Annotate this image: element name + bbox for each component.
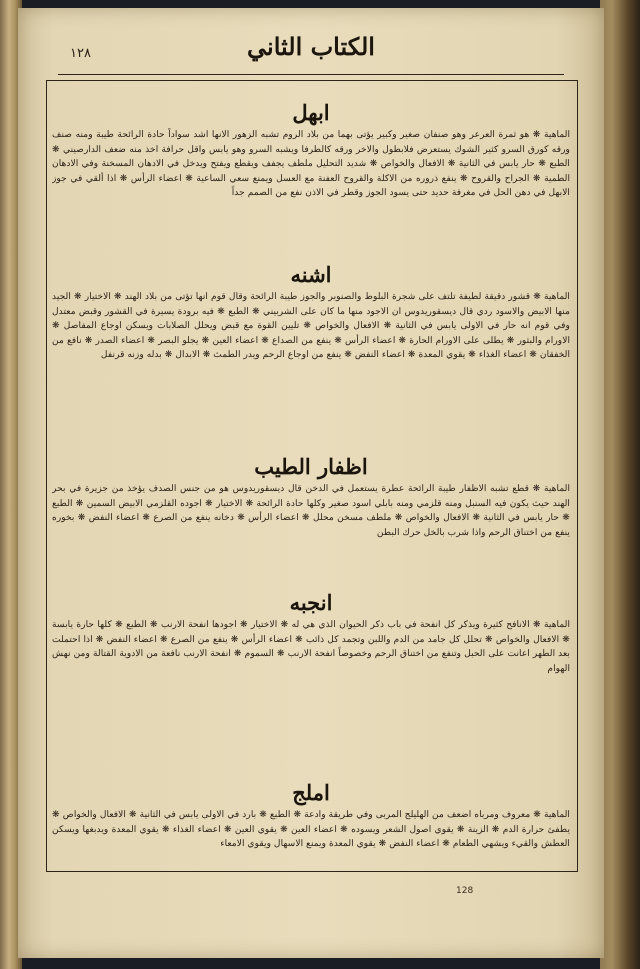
entry-title: انجبه	[289, 590, 333, 615]
entry-abhal	[52, 98, 570, 260]
book-page	[18, 8, 604, 958]
entry-text: الماهية ❋ قطع تشبه الاظفار طيبة الرائحة عطرة يستعمل في الدخن قال ديسقوريدوس هو من جنس الصدف يؤخذ من جزيرة في بحر الهند حيث يكون فيه السنبل ومنه قلزمي ومنه بابلي اسود صغير وكلها حادة الرائحة ❋ الاختيار ❋ اجوده القلزمي الابيض السمين ❋ الطبع ❋ حار يابس في الثانية ❋ الافعال والخواص ❋ ملطف مسخن محلل ❋ اعضاء الرأس ❋ دخانه ينفع من الصرع ❋ اعضاء النفض ❋ بخوره ينفع من اختناق الرحم واذا شرب بالخل حرك البطن	[52, 483, 570, 538]
entry-title: اشنه	[290, 262, 332, 287]
entry-title: اظفار الطيب	[254, 454, 368, 479]
chapter-title: الكتاب الثاني	[247, 32, 375, 61]
entry-text: الماهية ❋ الانافح كثيرة ويذكر كل انفحة في باب ذكر الحيوان الذي هي له ❋ الاختيار ❋ اجودها انفحة الارنب ❋ الطبع ❋ كلها حارة يابسة ❋ الافعال والخواص ❋ تحلل كل جامد من الدم واللبن وتجمد كل ذائب ❋ اعضاء الرأس ❋ ينفع من الصرع ❋ اعضاء النفض ❋ اذا احتملت بعد الطهر اعانت على الحبل وتنفع من اختناق الرحم وخصوصاً انفحة الارنب ❋ السموم ❋ انفحة الارنب نافعة من الادوية القتالة ومن نهش الهوام	[52, 619, 570, 674]
page-number: ١٢٨	[70, 46, 91, 61]
entry-azfar-al-tib	[52, 452, 570, 600]
page-header	[58, 30, 564, 75]
entry-anfaha	[52, 588, 570, 794]
entry-amlaj	[52, 778, 570, 868]
entry-ushna	[52, 260, 570, 466]
entry-text: الماهية ❋ قشور دقيقة لطيفة تلتف على شجرة البلوط والصنوبر والجوز طيبة الرائحة وقال قوم انها تؤتى من بلاد الهند ❋ الاختيار ❋ الجيد منها الابيض والاسود ردي قال ديسقوريدوس ان الاجود منها ما كان على الشربيني ❋ الطبع ❋ فيه برودة يسيرة في القشور وقبض معتدل وفي قوم انه حار في الاولى يابس في الثانية ❋ الافعال والخواص ❋ تليين القوة مع قبض ويحلل الصلابات ويسكن اوجاع المفاصل ❋ الاورام والبثور ❋ يطلى على الاورام الحارة ❋ اعضاء الرأس ❋ ينفع من الصداع ❋ اعضاء العين ❋ يجلو البصر ❋ اعضاء الصدر ❋ نافع من الخفقان ❋ اعضاء الغذاء ❋ يقوي المعدة ❋ اعضاء النفض ❋ ينفع من اوجاع الرحم ويدر الطمث ❋ الابدال ❋ بدله وزنه قرنفل	[52, 291, 570, 361]
entry-title: ابهل	[292, 100, 330, 125]
entry-text: الماهية ❋ هو ثمرة العرعر وهو صنفان صغير وكبير يؤتى بهما من بلاد الروم تشبه الزهور الانها اشد سواداً حادة الرائحة طيبة ومنه صنف ورقه كورق السرو كثير الشوك يستعرض فلابطول والاخر ورقه كالطرفا ويشبه السرو وهو يابس واقل حرافة اخذ منه ضعف الدارصيني ❋ الطبع ❋ حار يابس في الثانية ❋ الافعال والخواص ❋ شديد التحليل ملطف يجفف ويقطع ويفتح ويدخل في الادهان المسخنة وفي الادهان الطمية ❋ الجراح والقروح ❋ ينفع ذروره من الاكلة والقروح العفنة مع العسل ويمنع سعي الساعية ❋ اعضاء الرأس ❋ اذا ألقي في جوز الابهل في دهن الحل في مغرفة حديد حتى يسود الجوز وقطر في الاذن نفع من الصمم جداً	[52, 129, 570, 199]
signature-mark: 128	[456, 886, 474, 896]
entry-text: الماهية ❋ معروف ومرباه اضعف من الهليلج المربى وفي طريقة وادعة ❋ الطبع ❋ بارد في الاولى يابس في الثانية ❋ الافعال والخواص ❋ يطفئ حرارة الدم ❋ الزينة ❋ يقوي اصول الشعر ويسوده ❋ اعضاء العين ❋ يقوي العين ❋ اعضاء الغذاء ❋ يقوي المعدة ويدبغها ويسكن العطش والقيء ويشهي الطعام ❋ اعضاء النفض ❋ يقوي المعدة ويمنع الاسهال ويقوي الامعاء	[52, 809, 570, 850]
book-edge-right	[600, 0, 640, 969]
entry-title: املج	[292, 780, 330, 805]
